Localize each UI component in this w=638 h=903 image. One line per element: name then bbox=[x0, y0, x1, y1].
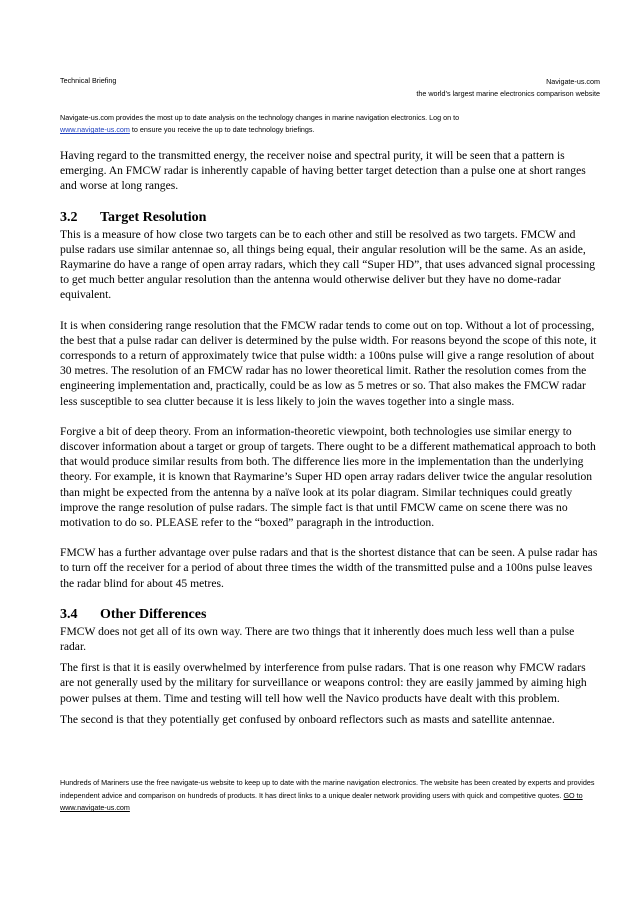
paragraph: It is when considering range resolution that the FMCW radar tends to come out on top. Without a lot of processing, the best that a pulse radar can deliver is determined by the pulse width. For reasons beyond the scope of this note, it corresponds to a return of approximately twice that pulse width: a 100ns pulse will give a range resolution of about 30 metres. The resolution of an FMCW radar has no lower theoretical limit. Rather the resolution comes from the engineering implementation and, practically, could be as low as 5 metres or so. That also makes the FMCW radar less susceptible to sea clutter because it is less likely to join the waves together into a single mass. bbox=[60, 318, 597, 408]
intro-notice bbox=[60, 112, 600, 136]
section-title: Other Differences bbox=[100, 606, 207, 622]
footer-link[interactable]: GO to www.navigate-us.com bbox=[60, 790, 583, 812]
section-number: 3.2 bbox=[60, 209, 78, 225]
intro-text: Navigate-us.com provides the most up to date analysis on the technology changes in marine navigation electronics. Log on to bbox=[60, 113, 460, 122]
intro-link[interactable]: www.navigate-us.com bbox=[60, 125, 130, 134]
section-title: Target Resolution bbox=[100, 209, 207, 225]
page-footer bbox=[60, 777, 600, 815]
intro-text-2: to ensure you receive the up to date technology briefings. bbox=[129, 125, 315, 134]
section-heading-3-2 bbox=[60, 209, 600, 227]
paragraph: This is a measure of how close two targets can be to each other and still be resolved as two targets. FMCW and pulse radars use similar antennae so, all things being equal, their angular resolution will be the same. As an aside, Raymarine do have a range of open array radars, which they call “Super HD”, that uses advanced signal processing to get much better angular resolution than the antenna would otherwise deliver but they have no dome-radar equivalent. bbox=[60, 227, 596, 302]
header-tagline: the world’s largest marine electronics comparison website bbox=[416, 89, 600, 98]
header-left-title: Technical Briefing bbox=[60, 76, 117, 85]
paragraph: The second is that they potentially get confused by onboard reflectors such as masts and satellite antennae. bbox=[60, 712, 555, 726]
paragraph-intro: Having regard to the transmitted energy, the receiver noise and spectral purity, it will be seen that a pattern is emerging. An FMCW radar is inherently capable of having better target detection than a pulse one at short ranges and worse at long ranges. bbox=[60, 149, 586, 193]
header-right bbox=[416, 76, 600, 100]
paragraph: FMCW does not get all of its own way. There are two things that it inherently does much less well than a pulse radar. bbox=[60, 624, 575, 654]
paragraph: The first is that it is easily overwhelmed by interference from pulse radars. That is one reason why FMCW radars are not generally used by the military for surveillance or weapons control: they are easily jammed by aiming high power pulses at them. Time and testing will tell how well the Navico products have dealt with this problem. bbox=[60, 661, 587, 705]
section-heading-3-4 bbox=[60, 606, 600, 624]
footer-text: Hundreds of Mariners use the free navigate-us website to keep up to date with the marine navigation electronics. The website has been created by experts and provides independent advice and comparison on hundreds of products. It has direct links to a unique dealer network providing users with quick and competitive quotes. bbox=[60, 778, 595, 800]
header-site-name: Navigate-us.com bbox=[546, 77, 600, 86]
paragraph: Forgive a bit of deep theory. From an information-theoretic viewpoint, both technologies use similar energy to discover information about a target or group of targets. There ought to be a different mathematical approach to both that would produce similar results from both. The difference lies more in the implementation than the underlying theory. For example, it is known that Raymarine’s Super HD open array radars deliver twice the angular resolution than might be expected from the antenna by a naïve look at its polar diagram. Similar techniques could greatly improve the range resolution of pulse radars. The simple fact is that until FMCW came on scene there was no motivation to do so. PLEASE refer to the “boxed” paragraph in the introduction. bbox=[60, 424, 596, 530]
paragraph: FMCW has a further advantage over pulse radars and that is the shortest distance that can be seen. A pulse radar has to turn off the receiver for a period of about three times the width of the transmitted pulse and a 100ns pulse leaves the radar blind for about 45 metres. bbox=[60, 546, 598, 590]
document-body bbox=[60, 148, 600, 742]
section-number: 3.4 bbox=[60, 606, 78, 622]
